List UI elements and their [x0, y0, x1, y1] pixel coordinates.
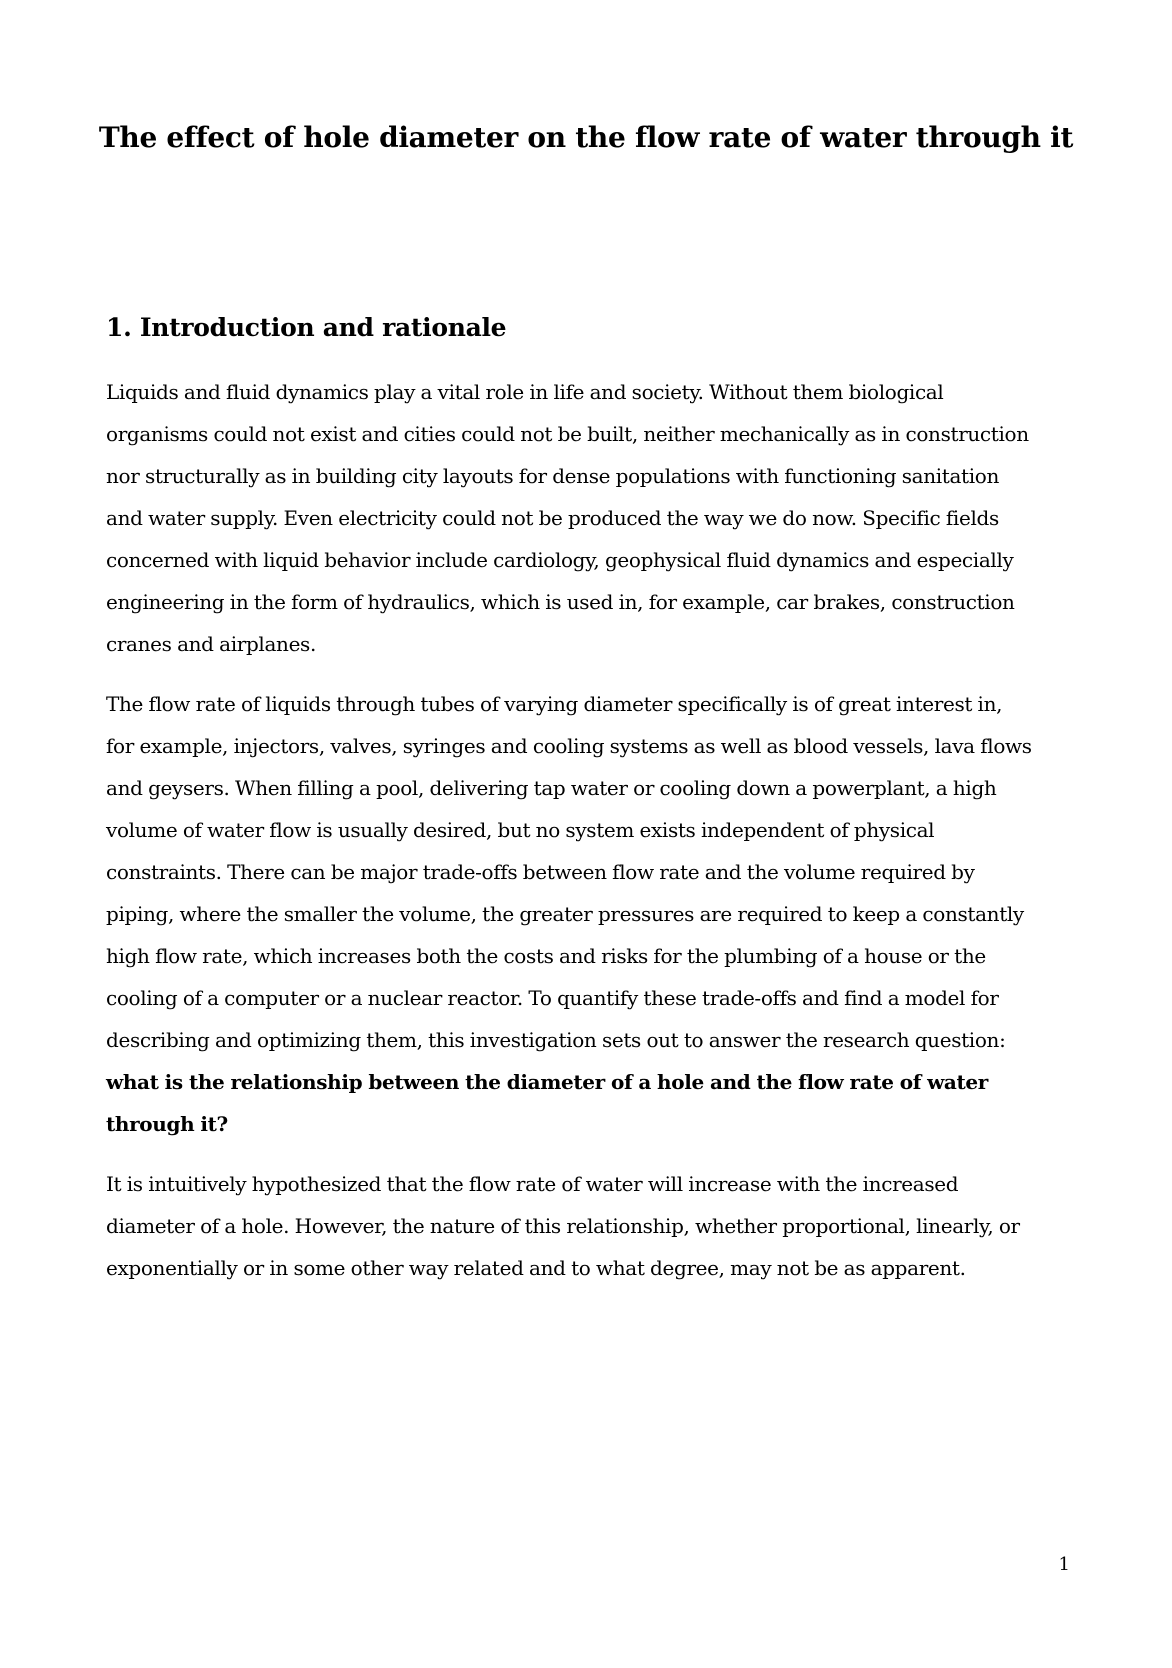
text-line: engineering in the form of hydraulics, which is used in, for example, car brakes, construction — [106, 590, 1015, 614]
text-line: cooling of a computer or a nuclear reactor. To quantify these trade-offs and find a model for — [106, 986, 999, 1010]
text-line: nor structurally as in building city layouts for dense populations with functioning sanitation — [106, 464, 1000, 488]
text-line: piping, where the smaller the volume, the greater pressures are required to keep a constantly — [106, 902, 1024, 926]
text-line: exponentially or in some other way related and to what degree, may not be as apparent. — [106, 1256, 966, 1280]
text-line: Liquids and fluid dynamics play a vital role in life and society. Without them biological — [106, 380, 944, 404]
text-line: cranes and airplanes. — [106, 632, 316, 656]
document-title: The effect of hole diameter on the flow rate of water through it — [98, 121, 1074, 154]
paragraph-introduction — [106, 371, 1076, 665]
text-line: diameter of a hole. However, the nature of this relationship, whether proportional, linearly, or — [106, 1214, 1020, 1238]
text-line: The flow rate of liquids through tubes of varying diameter specifically is of great interest in, — [106, 692, 1003, 716]
text-line: and water supply. Even electricity could not be produced the way we do now. Specific fields — [106, 506, 999, 530]
text-line: It is intuitively hypothesized that the flow rate of water will increase with the increased — [106, 1172, 959, 1196]
text-line: organisms could not exist and cities could not be built, neither mechanically as in construction — [106, 422, 1029, 446]
text-line: describing and optimizing them, this investigation sets out to answer the research question: — [106, 1028, 1006, 1052]
page-number: 1 — [1058, 1554, 1070, 1575]
section-heading: 1. Introduction and rationale — [106, 313, 507, 342]
text-line: and geysers. When filling a pool, delivering tap water or cooling down a powerplant, a high — [106, 776, 997, 800]
research-question-line: what is the relationship between the diameter of a hole and the flow rate of water — [106, 1070, 988, 1094]
research-question-line: through it? — [106, 1112, 228, 1136]
text-line: concerned with liquid behavior include cardiology, geophysical fluid dynamics and especially — [106, 548, 1014, 572]
paragraph-research-question — [106, 683, 1076, 1145]
paragraph-hypothesis — [106, 1163, 1076, 1289]
text-line: volume of water flow is usually desired, but no system exists independent of physical — [106, 818, 935, 842]
text-line: high flow rate, which increases both the costs and risks for the plumbing of a house or the — [106, 944, 986, 968]
text-line: for example, injectors, valves, syringes and cooling systems as well as blood vessels, lava flows — [106, 734, 1032, 758]
text-line: constraints. There can be major trade-offs between flow rate and the volume required by — [106, 860, 975, 884]
